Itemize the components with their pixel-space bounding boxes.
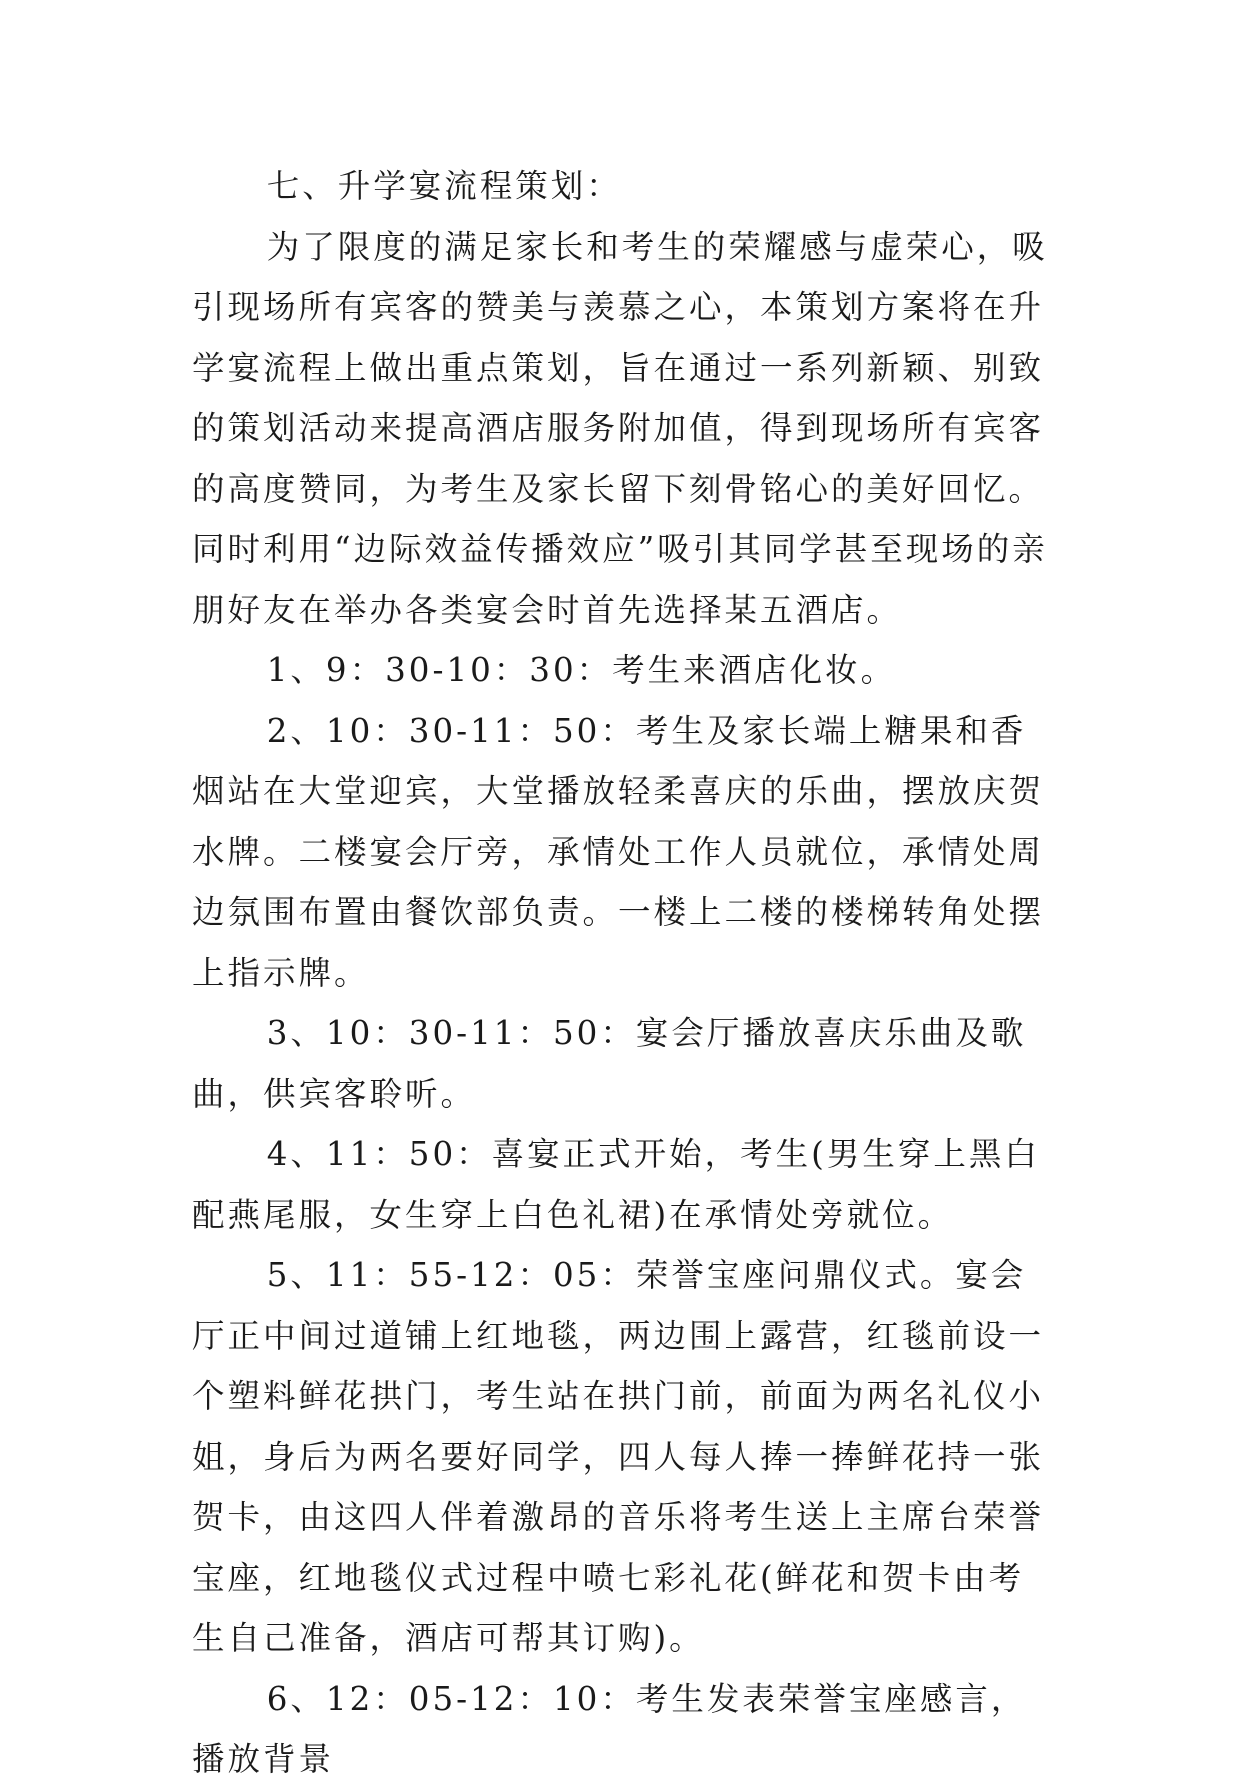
paragraph-step-5: 5、11：55-12：05：荣誉宝座问鼎仪式。宴会厅正中间过道铺上红地毯，两边围上露营，红毯前设一个塑料鲜花拱门，考生站在拱门前，前面为两名礼仪小姐，身后为两名要好同学，四人每人捧一捧鲜花持一张贺卡，由这四人伴着激昂的音乐将考生送上主席台荣誉宝座，红地毯仪式过程中喷七彩礼花(鲜花和贺卡由考生自己准备，酒店可帮其订购)。 [192,1256,1045,1657]
document-body [192,156,1052,1790]
paragraph-step-6: 6、12：05-12：10：考生发表荣誉宝座感言，播放背景 [192,1679,1027,1778]
paragraph-step-1: 1、9：30-10：30：考生来酒店化妆。 [266,651,897,689]
section-heading: 七、升学宴流程策划： [266,167,622,205]
paragraph-step-2: 2、10：30-11：50：考生及家长端上糖果和香烟站在大堂迎宾，大堂播放轻柔喜庆的乐曲，摆放庆贺水牌。二楼宴会厅旁，承情处工作人员就位，承情处周边氛围布置由餐饮部负责。一楼上二楼的楼梯转角处摆上指示牌。 [192,711,1045,992]
paragraph-intro: 为了限度的满足家长和考生的荣耀感与虚荣心，吸引现场所有宾客的赞美与羡慕之心，本策划方案将在升学宴流程上做出重点策划，旨在通过一系列新颖、别致的策划活动来提高酒店服务附加值，得到现场所有宾客的高度赞同，为考生及家长留下刻骨铭心的美好回忆。同时利用“边际效益传播效应”吸引其同学甚至现场的亲朋好友在举办各类宴会时首先选择某五酒店。 [192,227,1048,629]
paragraph-step-3: 3、10：30-11：50：宴会厅播放喜庆乐曲及歌曲，供宾客聆听。 [192,1014,1027,1113]
paragraph-step-4: 4、11：50：喜宴正式开始，考生(男生穿上黑白配燕尾服，女生穿上白色礼裙)在承情处旁就位。 [192,1135,1040,1234]
